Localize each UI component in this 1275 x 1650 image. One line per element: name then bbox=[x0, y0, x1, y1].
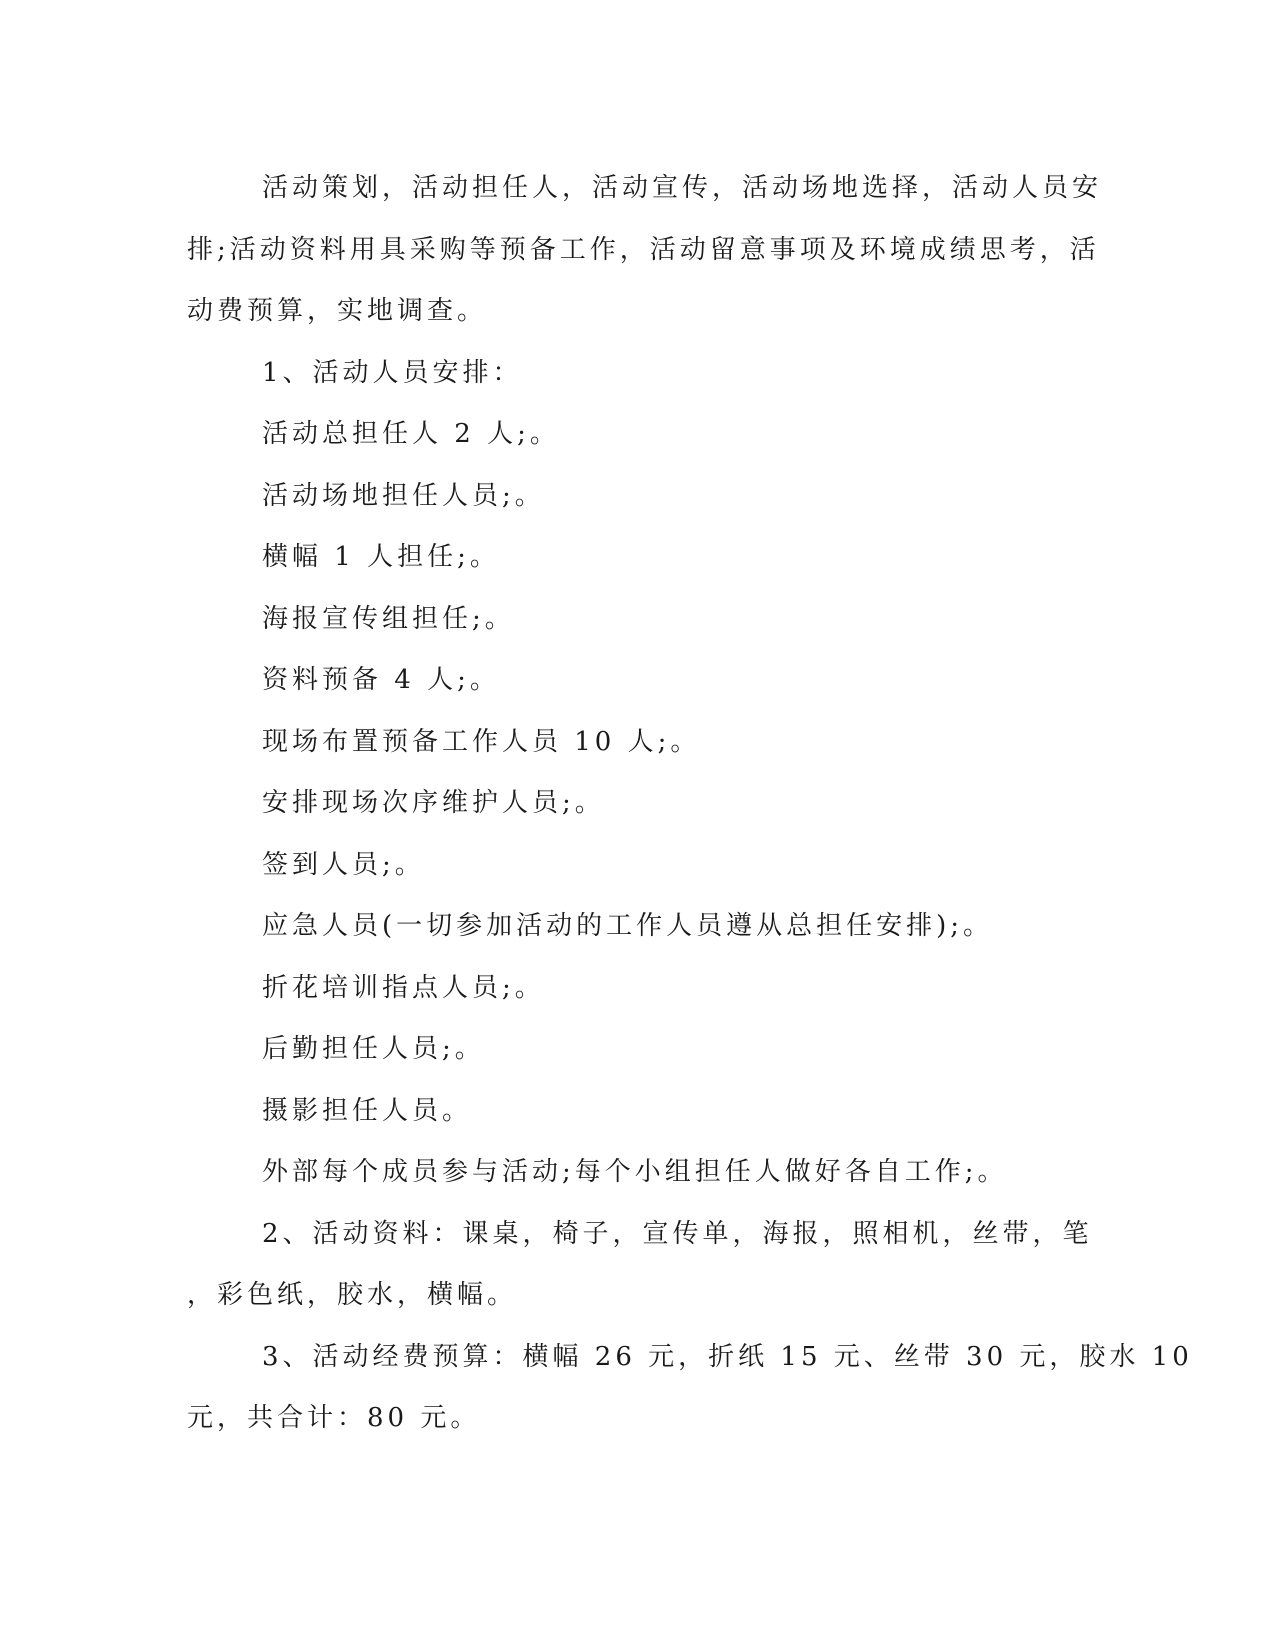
staff-item: 安排现场次序维护人员;。 bbox=[262, 788, 605, 818]
section-3-line-2: 元，共合计：80 元。 bbox=[187, 1403, 481, 1433]
staff-item: 海报宣传组担任;。 bbox=[262, 603, 515, 634]
staff-item: 签到人员;。 bbox=[262, 849, 425, 880]
staff-item: 现场布置预备工作人员 10 人;。 bbox=[262, 726, 701, 757]
intro-paragraph-line-3: 动费预算，实地调查。 bbox=[187, 296, 488, 326]
staff-item: 应急人员(一切参加活动的工作人员遵从总担任安排);。 bbox=[262, 911, 994, 941]
section-1-heading: 1、活动人员安排： bbox=[262, 357, 523, 388]
section-2-line-1: 2、活动资料：课桌，椅子，宣传单，海报，照相机，丝带，笔 bbox=[262, 1218, 1093, 1249]
staff-item: 活动场地担任人员;。 bbox=[262, 480, 545, 511]
document-body bbox=[187, 158, 1193, 1450]
staff-summary: 外部每个成员参与活动;每个小组担任人做好各自工作;。 bbox=[262, 1157, 1008, 1187]
staff-item: 后勤担任人员;。 bbox=[262, 1034, 485, 1064]
section-3-line-1: 3、活动经费预算：横幅 26 元，折纸 15 元、丝带 30 元，胶水 10 bbox=[262, 1341, 1193, 1372]
intro-paragraph-line-1: 活动策划，活动担任人，活动宣传，活动场地选择，活动人员安 bbox=[262, 173, 1103, 203]
staff-item: 摄影担任人员。 bbox=[262, 1095, 473, 1126]
intro-paragraph-line-2: 排;活动资料用具采购等预备工作，活动留意事项及环境成绩思考，活 bbox=[187, 234, 1100, 265]
staff-item: 活动总担任人 2 人;。 bbox=[262, 419, 560, 449]
staff-item: 折花培训指点人员;。 bbox=[262, 972, 545, 1003]
staff-item: 横幅 1 人担任;。 bbox=[262, 542, 500, 572]
section-2-line-2: ，彩色纸，胶水，横幅。 bbox=[187, 1280, 518, 1310]
staff-item: 资料预备 4 人;。 bbox=[262, 665, 500, 695]
